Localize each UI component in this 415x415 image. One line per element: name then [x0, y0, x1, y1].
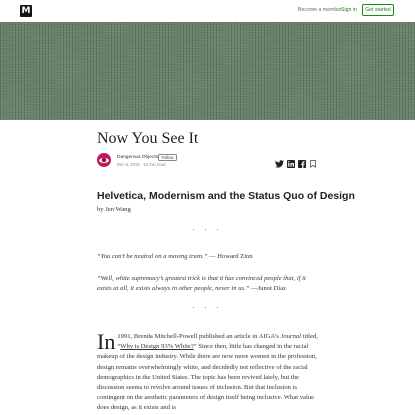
quote-attribution: — Howard Zinn: [207, 253, 253, 260]
pupil-icon: [102, 158, 106, 162]
facebook-icon[interactable]: [298, 160, 306, 168]
body-text: 1991, Brenda Mitchell-Powell published an article in AIGA’s: [117, 333, 281, 340]
sign-in-link[interactable]: Sign in: [341, 7, 357, 13]
become-member-link[interactable]: Become a member: [298, 7, 342, 13]
body-text: titled, “: [117, 333, 318, 351]
quote-text: “You can’t be neutral on a moving train.”: [97, 253, 208, 260]
quote-text: “Well, white supremacy’s greatest trick is that it has convinced people that, if it exists at all, it exists always in other people, never in us.”: [97, 275, 306, 293]
section-separator: · · ·: [192, 304, 223, 312]
get-started-button[interactable]: Get started: [362, 4, 394, 16]
article-link[interactable]: Why is Design 93% White?: [120, 343, 194, 351]
byline: by Jen Wang: [97, 206, 131, 213]
linkedin-icon[interactable]: [287, 160, 295, 168]
article-title: Now You See It: [97, 130, 199, 147]
section-separator: · · ·: [192, 226, 223, 234]
journal-title: Journal: [280, 333, 302, 340]
post-meta: Dec 6, 2016 · 12 min read: [117, 162, 166, 167]
top-nav: [0, 0, 415, 22]
follow-button[interactable]: Follow: [158, 154, 177, 162]
hero-image: [0, 22, 415, 120]
twitter-icon[interactable]: [275, 160, 284, 168]
epigraph-quote: [97, 252, 322, 262]
drop-cap: In: [97, 329, 116, 354]
author-name[interactable]: Dangerous Objects: [117, 155, 159, 160]
quote-attribution: —Junot Díaz: [249, 285, 287, 293]
avatar[interactable]: [97, 153, 111, 167]
epigraph-quote: [97, 274, 322, 295]
body-text: ” Since then, little has changed in the racial makeup of the design industry. While there are now more women in the profession, design remains overwhelmingly white, and decidedly not reflective of the racial demographics in the United States. The topic has been revived lately, but the discussion seems to revolve around issues of inclusion. But that inclusion is contingent on the aesthetic parameters of design itself being inclusive. What value does design, as it exists and is: [97, 343, 317, 412]
bookmark-icon[interactable]: [310, 160, 316, 168]
article-body: [97, 329, 322, 414]
article-subtitle: Helvetica, Modernism and the Status Quo of Design: [97, 190, 355, 202]
medium-logo[interactable]: M: [21, 6, 31, 16]
